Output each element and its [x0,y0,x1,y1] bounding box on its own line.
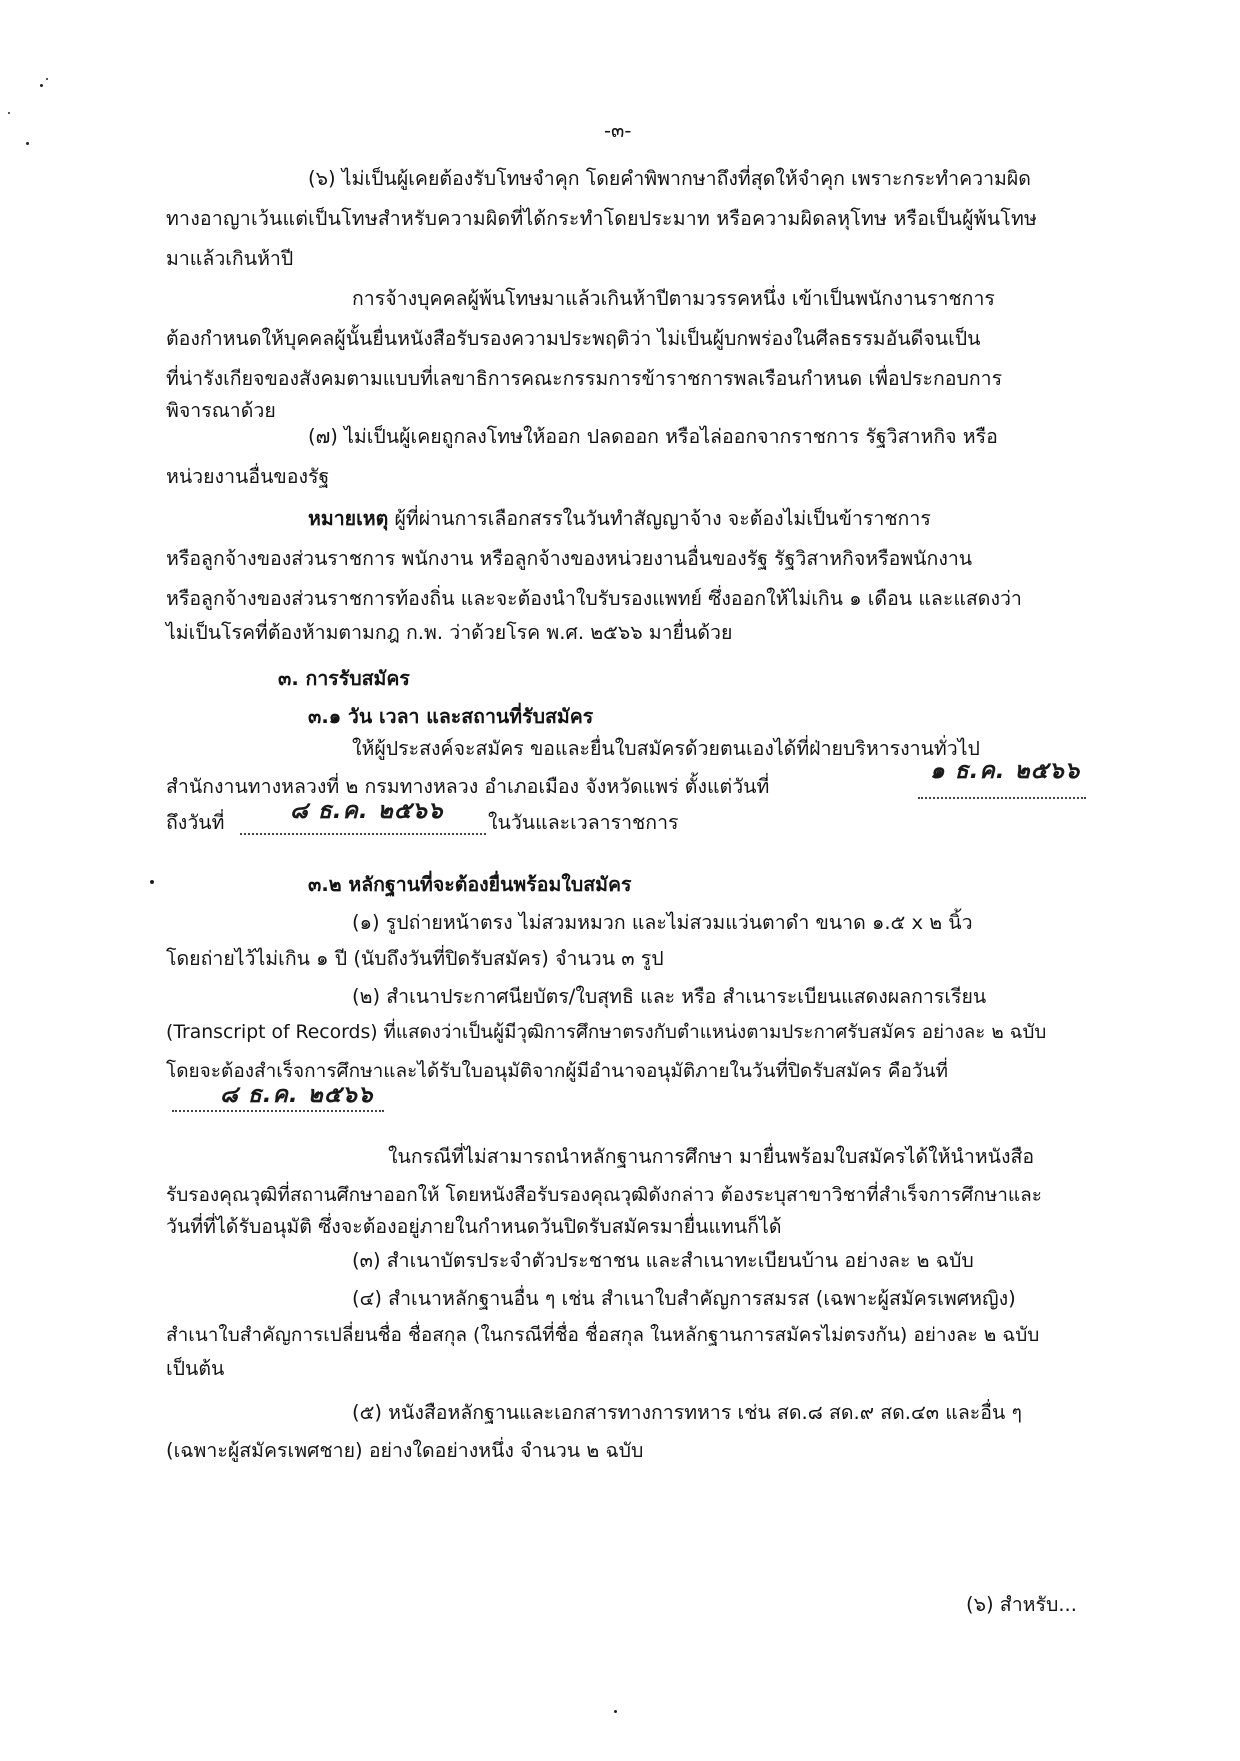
section3-1-line1: ให้ผู้ประสงค์จะสมัคร ขอและยื่นใบสมัครด้วยตนเองได้ที่ฝ่ายบริหารงานทั่วไป [352,737,980,760]
note-line1 [308,504,931,534]
item4-line3: เป็นต้น [166,1357,225,1380]
scan-speck [614,1710,617,1713]
end-date-blank [240,833,486,835]
section6-line1: (๖) ไม่เป็นผู้เคยต้องรับโทษจำคุก โดยคำพิพากษาถึงที่สุดให้จำคุก เพราะกระทำความผิด [308,167,1031,190]
start-date-blank [918,797,1086,799]
hiring-para-line1: การจ้างบุคคลผู้พ้นโทษมาแล้วเกินห้าปีตามวรรคหนึ่ง เข้าเป็นพนักงานราชการ [352,287,995,310]
item2-note-line2: รับรองคุณวุฒิที่สถานศึกษาออกให้ โดยหนังสือรับรองคุณวุฒิดังกล่าว ต้องระบุสาขาวิชาที่สำเร็จการศึกษาและ [166,1184,1042,1206]
close-date-blank [172,1110,384,1112]
section3-1-line2: สำนักงานทางหลวงที่ ๒ กรมทางหลวง อำเภอเมือง จังหวัดแพร่ ตั้งแต่วันที่ [166,775,770,798]
start-date-handwritten: ๑ ธ.ค. ๒๕๖๖ [930,758,1081,784]
item4-line1: (๔) สำเนาหลักฐานอื่น ๆ เช่น สำเนาใบสำคัญการสมรส (เฉพาะผู้สมัครเพศหญิง) [352,1287,1016,1310]
scan-speck [40,84,43,87]
section6-line3: มาแล้วเกินห้าปี [166,247,294,270]
item3-line1: (๓) สำเนาบัตรประจำตัวประชาชน และสำเนาทะเบียนบ้าน อย่างละ ๒ ฉบับ [352,1249,974,1272]
section3-heading: ๓. การรับสมัคร [278,667,410,690]
item2-line2: (Transcript of Records) ที่แสดงว่าเป็นผู้มีวุฒิการศึกษาตรงกับตำแหน่งตามประกาศรับสมัคร อย่างละ ๒ ฉบับ [166,1022,1047,1043]
item2-note-line1: ในกรณีที่ไม่สามารถนำหลักฐานการศึกษา มายื่นพร้อมใบสมัครได้ให้นำหนังสือ [388,1145,1035,1168]
section7-line1: (๗) ไม่เป็นผู้เคยถูกลงโทษให้ออก ปลดออก หรือไล่ออกจากราชการ รัฐวิสาหกิจ หรือ [308,425,998,448]
scan-speck [8,112,10,114]
note-text: ผู้ที่ผ่านการเลือกสรรในวันทำสัญญาจ้าง จะต้องไม่เป็นข้าราชการ [394,507,931,530]
section3-2-heading: ๓.๒ หลักฐานที่จะต้องยื่นพร้อมใบสมัคร [308,873,632,896]
note-line4: ไม่เป็นโรคที่ต้องห้ามตามกฎ ก.พ. ว่าด้วยโรค พ.ศ. ๒๕๖๖ มายื่นด้วย [166,621,733,644]
item1-line1: (๑) รูปถ่ายหน้าตรง ไม่สวมหมวก และไม่สวมแว่นตาดำ ขนาด ๑.๕ x ๒ นิ้ว [352,911,973,934]
note-line2: หรือลูกจ้างของส่วนราชการ พนักงาน หรือลูกจ้างของหน่วยงานอื่นของรัฐ รัฐวิสาหกิจหรือพนักงาน [166,547,973,570]
hiring-para-line3: ที่น่ารังเกียจของสังคมตามแบบที่เลขาธิการคณะกรรมการข้าราชการพลเรือนกำหนด เพื่อประกอบการ [166,367,1003,390]
item5-line1: (๕) หนังสือหลักฐานและเอกสารทางการทหาร เช่น สด.๘ สด.๙ สด.๔๓ และอื่น ๆ [352,1401,1022,1424]
item5-line2: (เฉพาะผู้สมัครเพศชาย) อย่างใดอย่างหนึ่ง จำนวน ๒ ฉบับ [166,1439,644,1462]
section3-1-heading: ๓.๑ วัน เวลา และสถานที่รับสมัคร [308,705,594,728]
scan-speck [150,880,154,884]
hiring-para-line2: ต้องกำหนดให้บุคคลผู้นั้นยื่นหนังสือรับรองความประพฤติว่า ไม่เป็นผู้บกพร่องในศีลธรรมอันดีจนเป็น [166,327,981,350]
end-date-handwritten: ๘ ธ.ค. ๒๕๖๖ [290,798,444,824]
section6-line2: ทางอาญาเว้นแต่เป็นโทษสำหรับความผิดที่ได้กระทำโดยประมาท หรือความผิดลหุโทษ หรือเป็นผู้พ้นโทษ [166,207,1038,230]
section3-1-line3-prefix: ถึงวันที่ [166,811,225,834]
note-line3: หรือลูกจ้างของส่วนราชการท้องถิ่น และจะต้องนำใบรับรองแพทย์ ซึ่งออกให้ไม่เกิน ๑ เดือน และแสดงว่า [166,587,1022,610]
item1-line2: โดยถ่ายไว้ไม่เกิน ๑ ปี (นับถึงวันที่ปิดรับสมัคร) จำนวน ๓ รูป [166,947,664,970]
close-date-handwritten: ๘ ธ.ค. ๒๕๖๖ [220,1082,374,1108]
section7-line2: หน่วยงานอื่นของรัฐ [166,465,330,488]
item2-note-line3: วันที่ที่ได้รับอนุมัติ ซึ่งจะต้องอยู่ภายในกำหนดวันปิดรับสมัครมายื่นแทนก็ได้ [166,1215,782,1238]
item2-line3: โดยจะต้องสำเร็จการศึกษาและได้รับใบอนุมัติจากผู้มีอำนาจอนุมัติภายในวันที่ปิดรับสมัคร คือวันที่ [166,1060,949,1082]
page-number: -๓- [604,119,632,142]
scan-speck [26,142,29,145]
hiring-para-line4: พิจารณาด้วย [166,399,276,422]
continuation-marker: (๖) สำหรับ... [966,1593,1077,1616]
scan-speck [46,78,48,80]
item4-line2: สำเนาใบสำคัญการเปลี่ยนชื่อ ชื่อสกุล (ในกรณีที่ชื่อ ชื่อสกุล ในหลักฐานการสมัครไม่ตรงกัน) อย่างละ ๒ ฉบับ [166,1324,1040,1346]
item2-line1: (๒) สำเนาประกาศนียบัตร/ใบสุทธิ และ หรือ สำเนาระเบียนแสดงผลการเรียน [352,985,987,1008]
section3-1-line3-suffix: ในวันและเวลาราชการ [488,811,679,834]
note-label: หมายเหตุ [308,507,389,530]
